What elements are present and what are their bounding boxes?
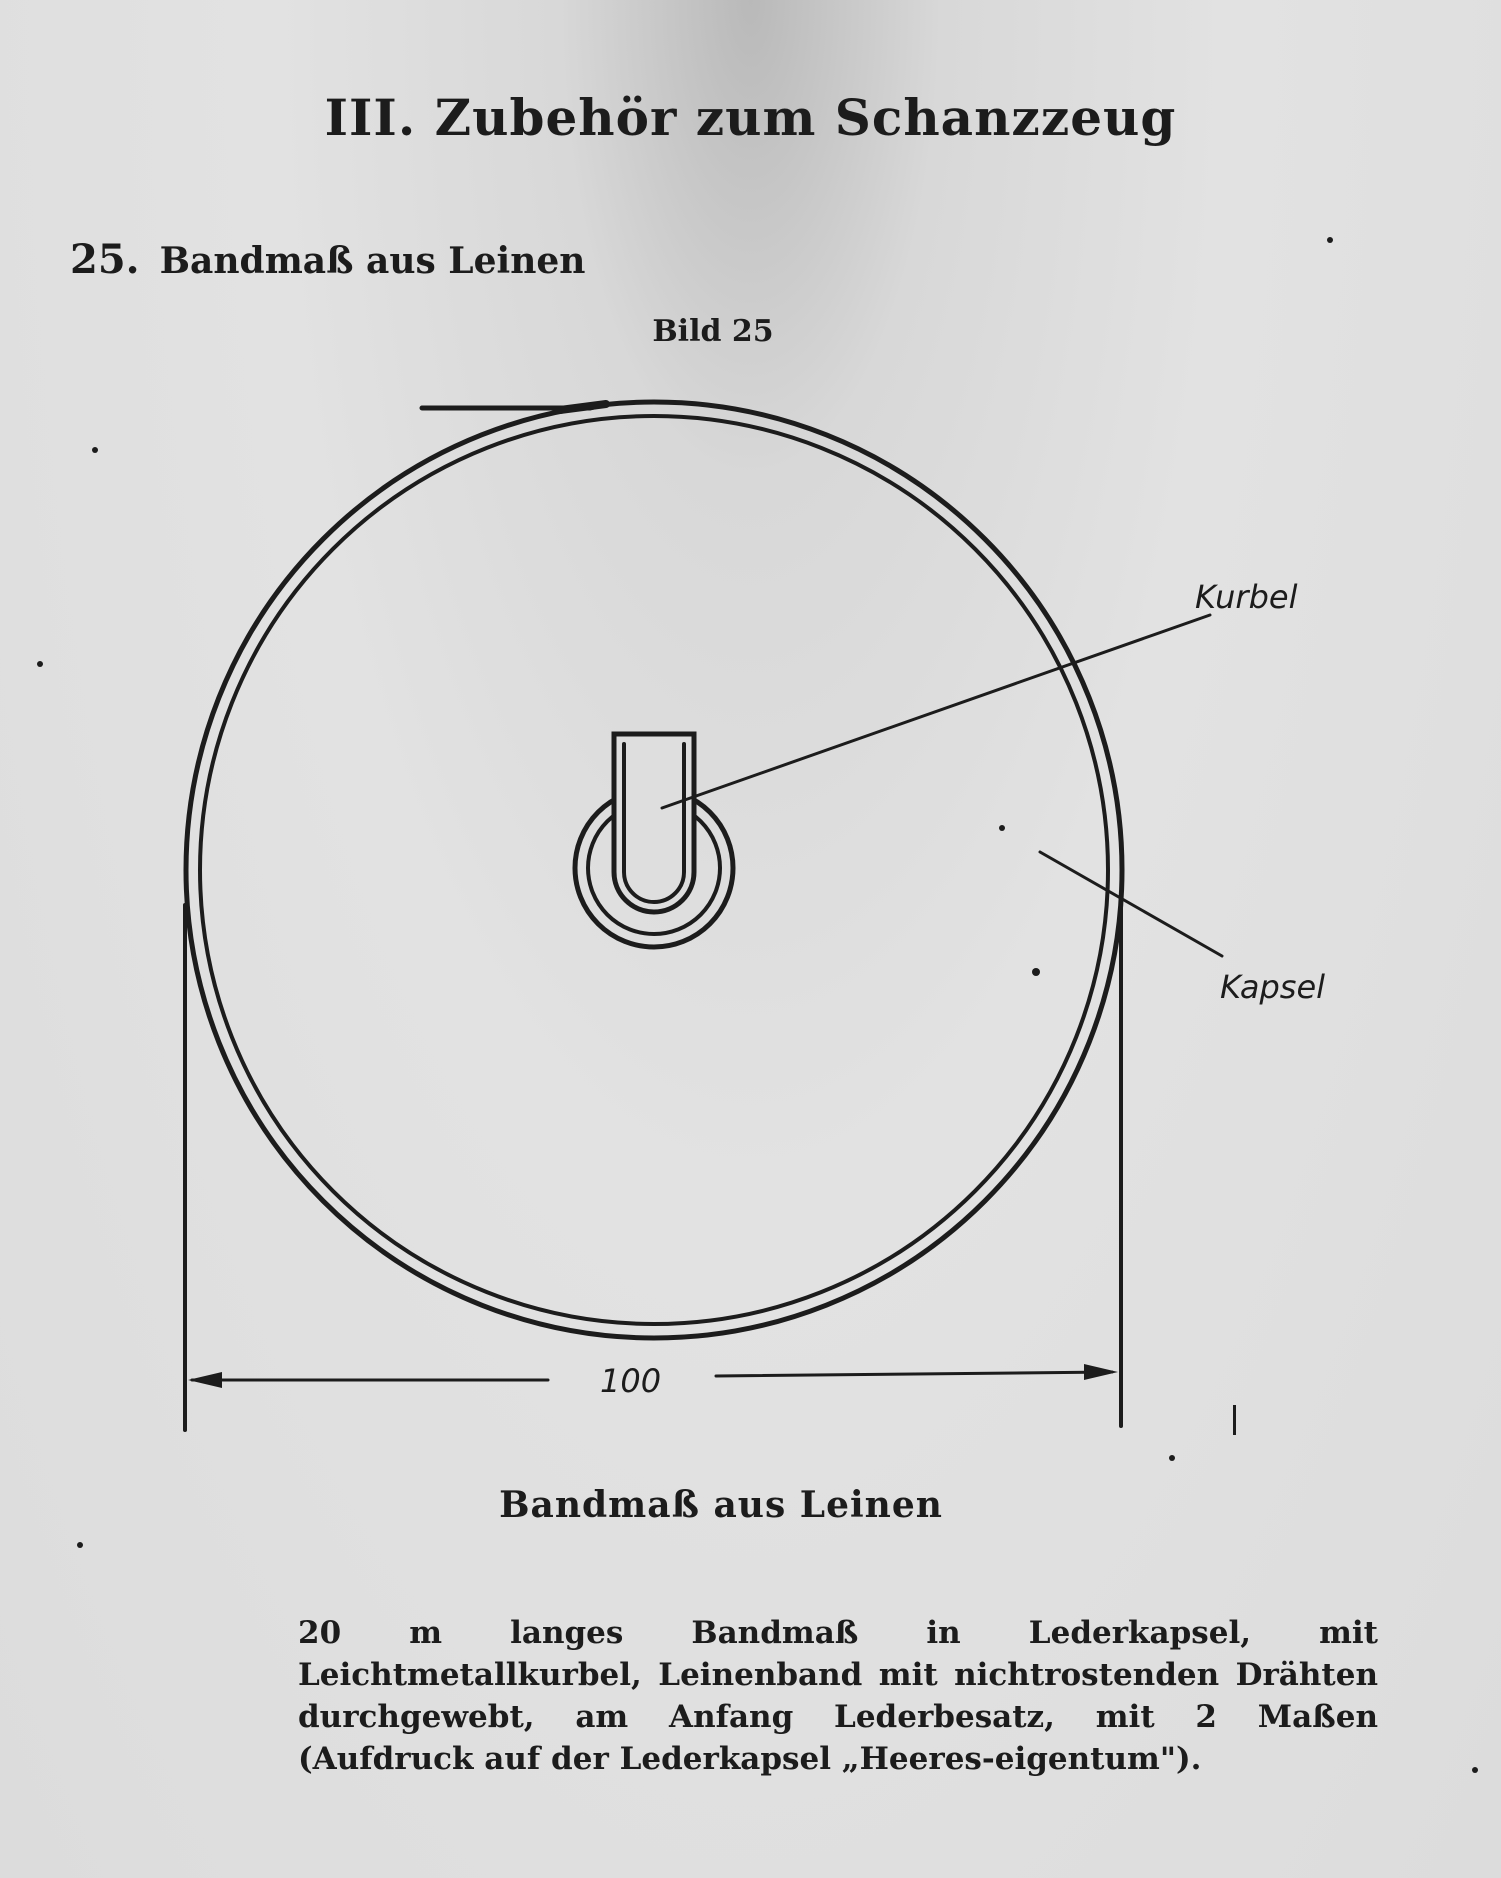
speck: [999, 825, 1005, 831]
speck: [1327, 237, 1333, 243]
speck: [37, 661, 43, 667]
speck: [1032, 968, 1040, 976]
speck: [77, 1542, 83, 1548]
chapter-title: III. Zubehör zum Schanzzeug: [324, 88, 1177, 147]
speck: [1472, 1767, 1478, 1773]
tape-tip: [560, 404, 606, 410]
section-number: 25.: [70, 236, 140, 283]
dimension-arrow-left: [188, 1372, 222, 1388]
dimension-line-right: [716, 1372, 1112, 1376]
description-paragraph: 20 m langes Bandmaß in Lederkapsel, mit Leichtmetallkurbel, Leinenband mit nichtrostenden Drähten durchgewebt, am Anfang Lederbesatz, mit 2 Maßen (Aufdruck auf der Lederkapsel „Heeres-eigentum").: [298, 1615, 1378, 1777]
dimension-label: 100: [600, 1362, 662, 1400]
dimension-arrow-right: [1084, 1364, 1118, 1380]
leader-line-crank: [662, 615, 1210, 808]
section-title: Bandmaß aus Leinen: [159, 240, 586, 282]
speck: [92, 447, 98, 453]
figure-caption: Bandmaß aus Leinen: [499, 1484, 943, 1526]
speck: [1169, 1455, 1175, 1461]
callout-case: Kapsel: [1220, 968, 1326, 1006]
speck: [1233, 1405, 1236, 1435]
figure-label: Bild 25: [652, 314, 774, 349]
callout-crank: Kurbel: [1195, 578, 1298, 616]
leader-line-case: [1040, 852, 1222, 956]
